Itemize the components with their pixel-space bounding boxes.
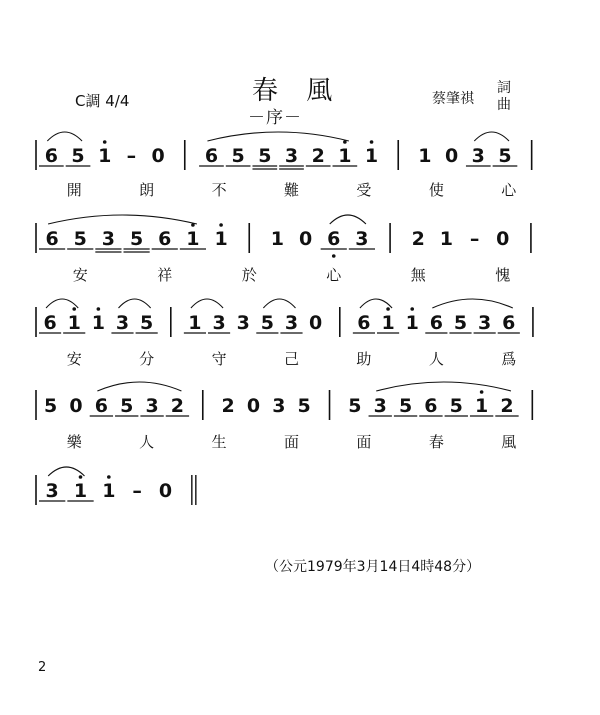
- note-digit: 0: [309, 312, 323, 334]
- octave-dot-above: [410, 307, 414, 311]
- note-digit: 5: [44, 395, 58, 417]
- note-digit: 6: [45, 228, 59, 250]
- note-digit: 0: [158, 480, 173, 502]
- lyric-char: 面: [356, 433, 372, 451]
- note-digit: 3: [284, 312, 299, 334]
- note-digit: 3: [212, 312, 226, 334]
- note-digit: 5: [260, 312, 274, 334]
- lyric-char: 己: [283, 350, 300, 368]
- note-digit: 3: [284, 145, 299, 167]
- note-digit: 1: [381, 312, 395, 334]
- note-digit: –: [126, 145, 137, 167]
- note-digit: 5: [348, 395, 362, 417]
- slur-arc: [46, 299, 78, 308]
- note-digit: 1: [270, 228, 285, 250]
- octave-dot-above: [480, 390, 484, 394]
- note-digit: 0: [496, 228, 510, 250]
- lyric-char: 無: [410, 266, 426, 284]
- slur-arc: [474, 132, 509, 141]
- note-digit: 3: [101, 228, 116, 250]
- slur-arc: [47, 132, 82, 141]
- note-digit: 6: [424, 395, 438, 417]
- slur-arc: [263, 299, 295, 308]
- note-digit: 6: [327, 228, 341, 250]
- octave-dot-above: [103, 140, 107, 144]
- note-digit: 2: [411, 228, 425, 250]
- lyric-char: 人: [428, 350, 444, 368]
- slur-arc: [207, 132, 348, 141]
- octave-dot-above: [386, 307, 390, 311]
- page-number: 2: [38, 660, 47, 675]
- note-digit: 5: [453, 312, 468, 334]
- lyric-char: 愧: [495, 266, 511, 284]
- note-digit: 2: [221, 395, 235, 417]
- note-digit: 2: [170, 395, 185, 417]
- slur-arc: [330, 215, 366, 224]
- slur-arc: [48, 215, 197, 224]
- note-digit: 5: [231, 145, 245, 167]
- note-digit: 1: [214, 228, 228, 250]
- note-digit: 5: [120, 395, 134, 417]
- note-digit: 1: [364, 145, 379, 167]
- note-digit: 5: [398, 395, 413, 417]
- note-digit: 3: [272, 395, 286, 417]
- note-digit: 3: [236, 312, 250, 334]
- lyric-char: 風: [501, 433, 517, 451]
- note-digit: –: [469, 228, 480, 250]
- octave-dot-above: [370, 140, 374, 144]
- lyric-char: 不: [211, 181, 227, 199]
- octave-dot-below: [332, 254, 336, 258]
- note-digit: 6: [204, 145, 219, 167]
- octave-dot-above: [219, 223, 223, 227]
- note-digit: 1: [186, 228, 200, 250]
- slur-arc: [191, 299, 223, 308]
- note-digit: 6: [158, 228, 172, 250]
- note-digit: 5: [140, 312, 154, 334]
- song-title: 春 風: [252, 76, 343, 106]
- octave-dot-above: [72, 307, 76, 311]
- note-digit: 6: [44, 145, 58, 167]
- note-digit: 6: [502, 312, 516, 334]
- lyric-char: 使: [428, 181, 444, 199]
- note-digit: 3: [373, 395, 387, 417]
- note-digit: 5: [129, 228, 144, 250]
- note-digit: 6: [94, 395, 108, 417]
- author-name: 蔡肇祺: [432, 91, 474, 107]
- lyric-char: 助: [356, 350, 372, 368]
- note-digit: 3: [145, 395, 159, 417]
- note-digit: 3: [115, 312, 130, 334]
- lyric-char: 守: [211, 350, 227, 368]
- note-digit: 6: [429, 312, 443, 334]
- note-digit: 6: [43, 312, 57, 334]
- lyric-char: 分: [139, 350, 155, 368]
- note-digit: 1: [405, 312, 419, 334]
- note-digit: 1: [91, 312, 105, 334]
- lyric-char: 朗: [139, 181, 155, 199]
- note-digit: 5: [297, 395, 311, 417]
- note-digit: 1: [73, 480, 88, 502]
- octave-dot-above: [97, 307, 101, 311]
- note-digit: 1: [439, 228, 454, 250]
- note-digit: 2: [500, 395, 514, 417]
- lyric-char: 樂: [66, 433, 82, 451]
- note-digit: 1: [338, 145, 352, 167]
- lyric-char: 受: [356, 181, 372, 199]
- note-digit: 1: [475, 395, 489, 417]
- slur-arc: [119, 299, 151, 308]
- note-digit: 5: [258, 145, 272, 167]
- lyric-char: 生: [211, 433, 227, 451]
- lyric-char: 心: [326, 266, 342, 284]
- composition-date: （公元1979年3月14日4時48分）: [265, 559, 481, 575]
- note-digit: 3: [355, 228, 369, 250]
- lyric-char: 面: [283, 433, 300, 451]
- lyric-char: 安: [72, 266, 88, 284]
- key-signature: C調 4/4: [75, 92, 130, 110]
- lyric-char: 開: [66, 181, 82, 199]
- note-digit: 3: [45, 480, 59, 502]
- slur-arc: [360, 299, 392, 308]
- role-lyrics: 詞: [497, 80, 511, 96]
- lyric-char: 爲: [501, 350, 517, 368]
- lyric-char: 祥: [157, 266, 173, 284]
- slur-arc: [97, 382, 181, 391]
- note-digit: 0: [444, 145, 459, 167]
- note-digit: 3: [478, 312, 492, 334]
- octave-dot-above: [79, 475, 83, 479]
- note-digit: 5: [73, 228, 87, 250]
- slur-arc: [48, 467, 84, 476]
- note-digit: 1: [102, 480, 116, 502]
- note-digit: 5: [71, 145, 85, 167]
- song-subtitle: －序－: [248, 108, 302, 128]
- slur-arc: [376, 382, 511, 391]
- role-music: 曲: [497, 97, 511, 113]
- note-digit: 0: [298, 228, 313, 250]
- note-digit: 1: [98, 145, 112, 167]
- octave-dot-above: [107, 475, 111, 479]
- note-digit: –: [132, 480, 142, 502]
- note-digit: 5: [449, 395, 463, 417]
- note-digit: 0: [151, 145, 165, 167]
- lyric-char: 於: [241, 266, 257, 284]
- note-digit: 3: [471, 145, 485, 167]
- note-digit: 1: [418, 145, 432, 167]
- note-digit: 1: [188, 312, 202, 334]
- note-digit: 1: [67, 312, 81, 334]
- note-digit: 6: [357, 312, 371, 334]
- note-digit: 0: [246, 395, 261, 417]
- slur-arc: [432, 299, 512, 308]
- lyric-char: 春: [428, 433, 444, 451]
- lyric-char: 心: [501, 181, 517, 199]
- note-digit: 5: [498, 145, 512, 167]
- lyric-char: 難: [283, 181, 300, 199]
- lyric-char: 人: [139, 433, 155, 451]
- lyric-char: 安: [66, 350, 82, 368]
- note-digit: 2: [311, 145, 325, 167]
- note-digit: 0: [69, 395, 83, 417]
